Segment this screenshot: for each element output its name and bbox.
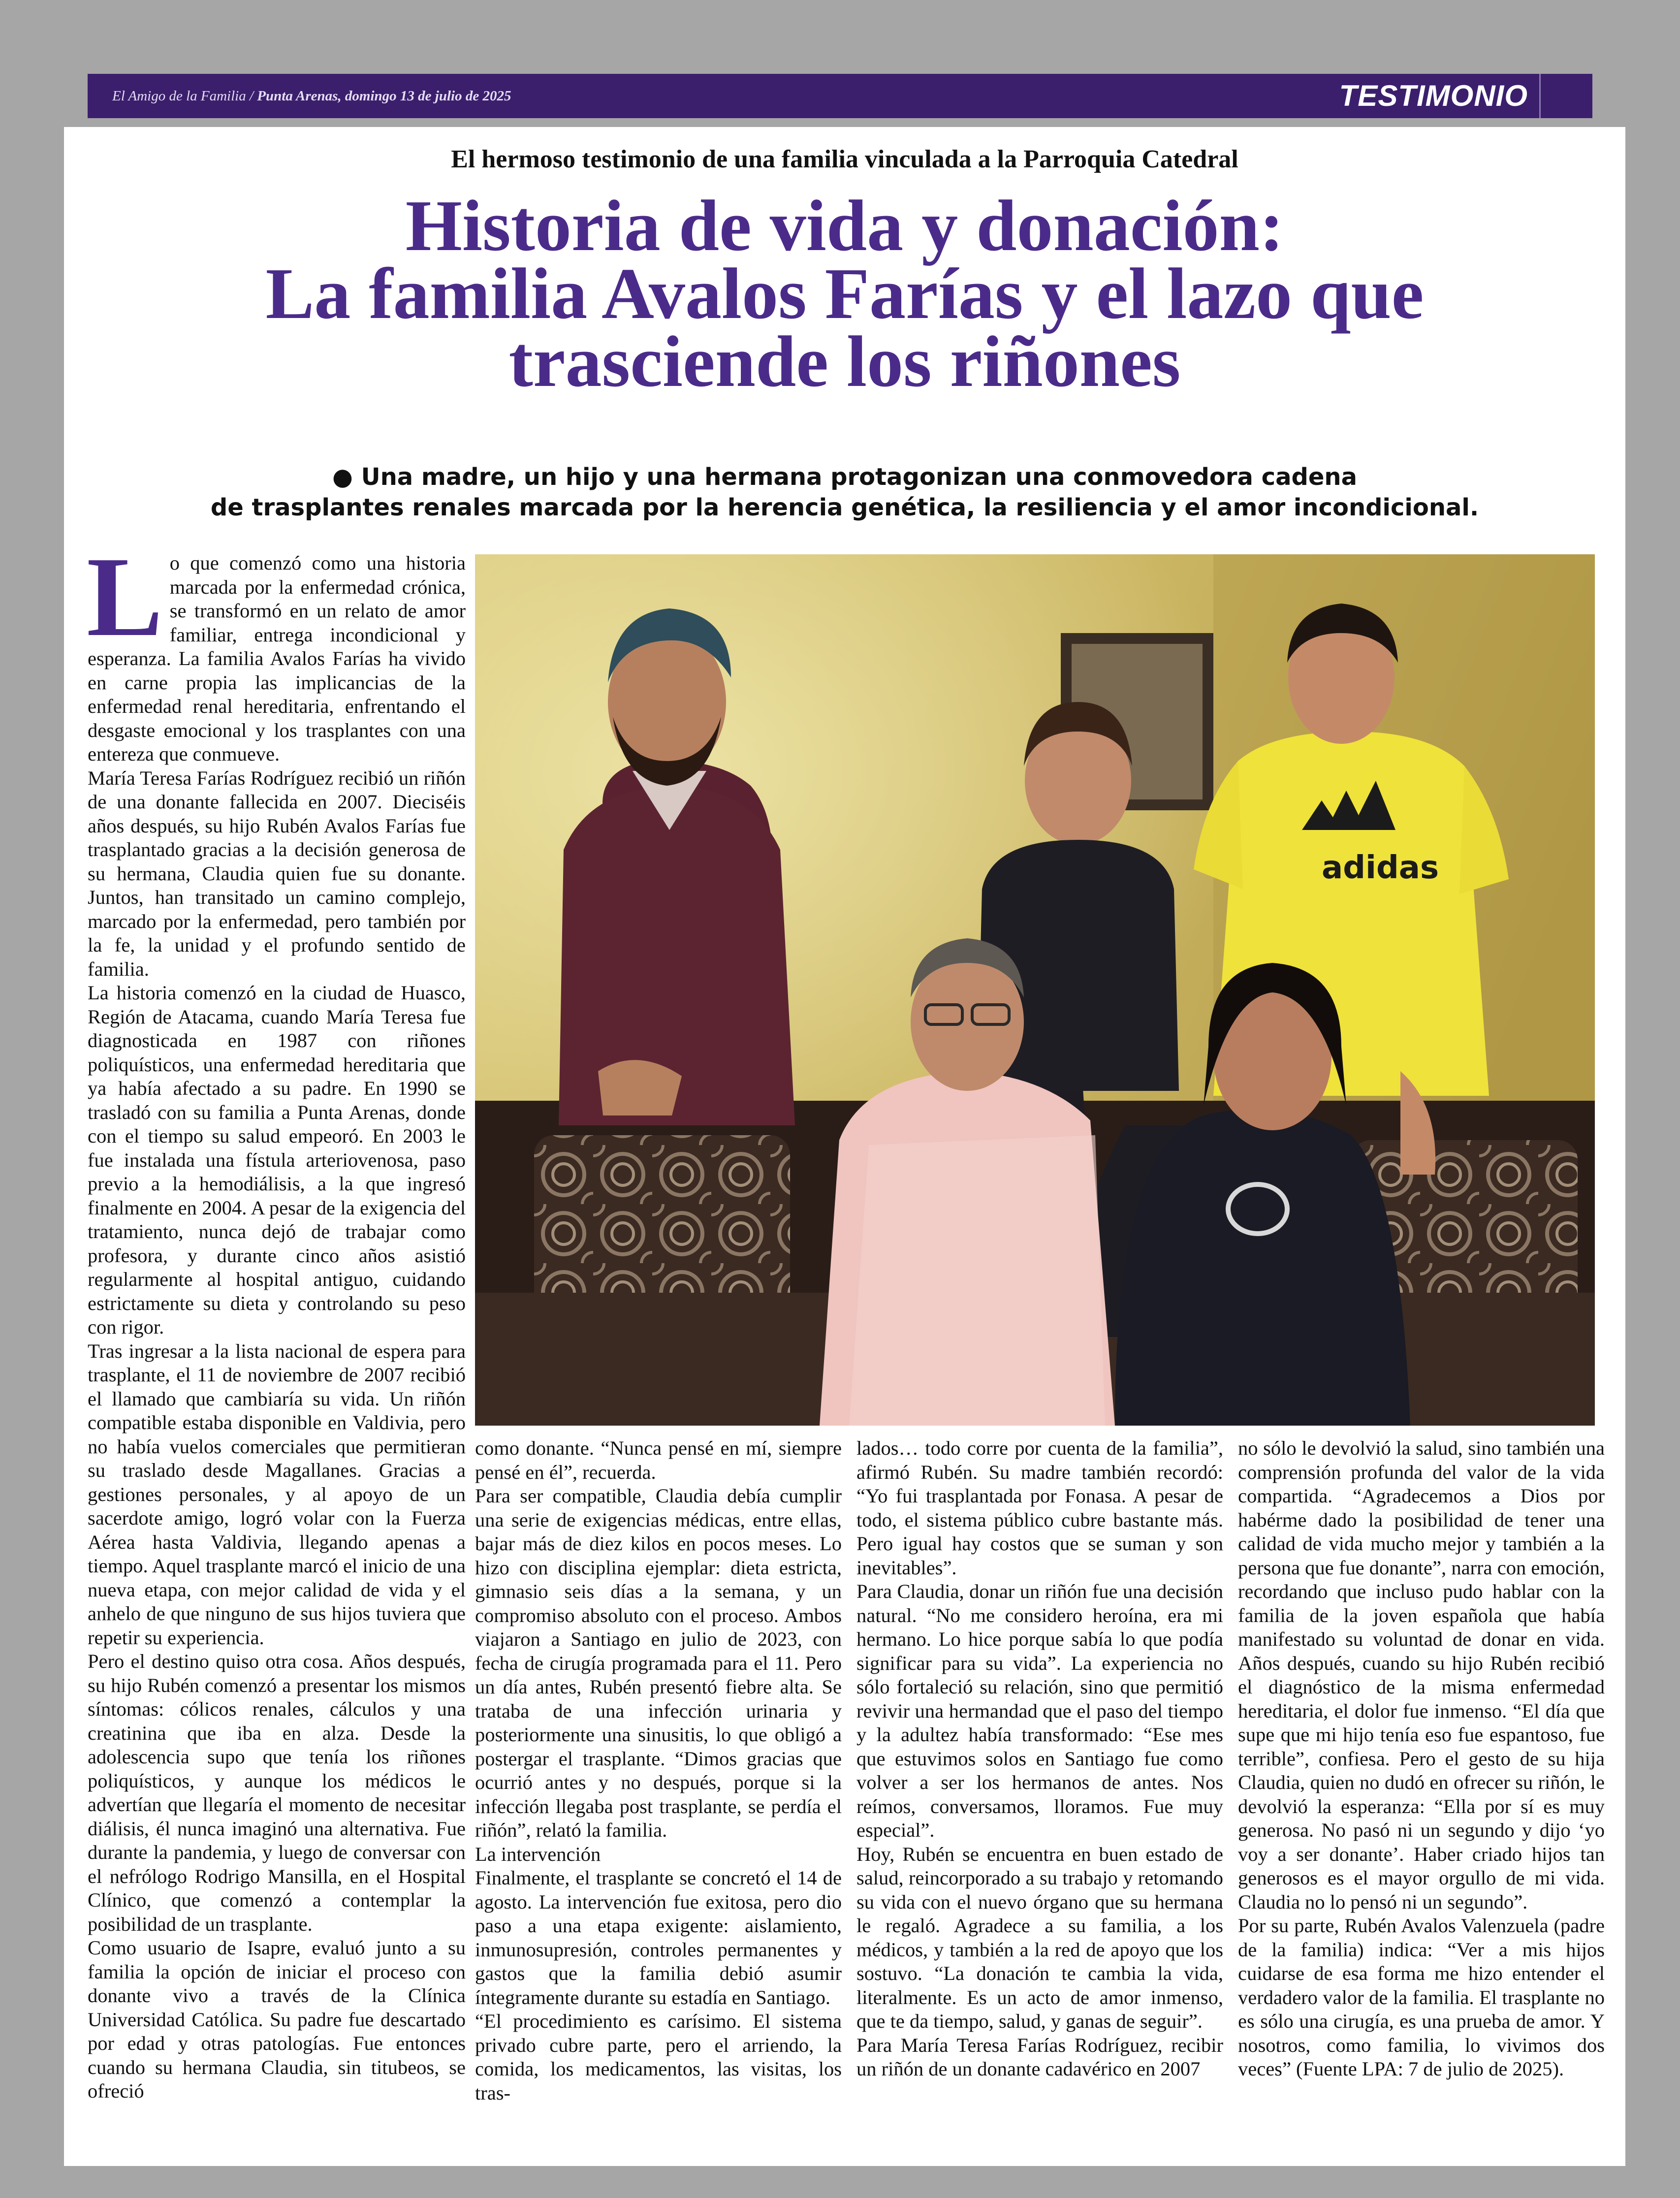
paragraph: Tras ingresar a la lista nacional de espera para trasplante, el 11 de noviembre de 2007 recibió el llamado que cambiaría su vida. Un riñón compatible estaba disponible en Valdivia, pero no había vuelos comerciales que permitieran su traslado desde Magallanes. Gracias a gestiones personales, y al apoyo de un sacerdote amigo, logró volar con la Fuerza Aérea hasta Valdivia, llegando apenas a tiempo. Aquel trasplante marcó el inicio de una nueva etapa, con mejor calidad de vida y el anhelo de que ninguno de sus hijos tuviera que repetir su experiencia.	[88, 1339, 466, 1649]
paragraph: Pero el destino quiso otra cosa. Años después, su hijo Rubén comenzó a presentar los mismos síntomas: cólicos renales, cálculos y una creatinina que iba en alza. Desde la adolescencia supo que tenía los riñones poliquísticos, y aunque los médicos le advertían que llegaría el momento de necesitar diálisis, él nunca imaginó una alternativa. Fue durante la pandemia, y luego de conversar con el nefrólogo Rodrigo Mansilla, en el Hospital Clínico, que comenzó a contemplar la posibilidad de un trasplante.	[88, 1650, 466, 1935]
header-divider	[1539, 74, 1541, 118]
headline-line-1: Historia de vida y donación:	[405, 186, 1284, 266]
paragraph: Por su parte, Rubén Avalos Valenzuela (padre de la familia) indica: “Ver a mis hijos cuidarse de esa forma me hizo entender el verdadero valor de la familia. El trasplante no es sólo una cirugía, es una prueba de amor. Y nosotros, como familia, lo vivimos dos veces” (Fuente LPA: 7 de julio de 2025).	[1238, 1914, 1605, 2080]
text-column-2	[475, 1436, 842, 2105]
deck	[64, 462, 1625, 523]
text-column-3	[856, 1436, 1223, 2081]
paragraph: Para María Teresa Farías Rodríguez, recibir un riñón de un donante cadavérico en 2007	[856, 2034, 1223, 2080]
headline-line-2: La familia Avalos Farías y el lazo que	[265, 254, 1424, 334]
paragraph: Finalmente, el trasplante se concretó el 14 de agosto. La intervención fue exitosa, pero dio paso a una etapa exigente: aislamiento, inmunosupresión, controles permanentes y gastos que la familia debió asumir íntegramente durante su estadía en Santiago.	[475, 1867, 842, 2008]
family-photo	[475, 554, 1595, 1426]
drop-cap: L	[87, 534, 163, 660]
paragraph	[87, 534, 466, 766]
text-column-4	[1238, 1436, 1605, 2081]
family-photo-illustration	[475, 554, 1595, 1426]
text-column-1	[87, 534, 466, 2103]
kicker: El hermoso testimonio de una familia vinculada a la Parroquia Catedral	[451, 145, 1238, 173]
paragraph: como donante. “Nunca pensé en mí, siempre pensé en él”, recuerda.	[475, 1437, 842, 1483]
paragraph: Para Claudia, donar un riñón fue una decisión natural. “No me considero heroína, era mi hermano. Lo hice porque sabía lo que podía significar para su vida”. La experiencia no sólo fortaleció su relación, sino que permitió revivir una hermandad que el paso del tiempo y la adultez había transformado: “Ese mes que estuvimos solos en Santiago fue como volver a ser los hermanos de antes. Nos reímos, conversamos, lloramos. Fue muy especial”.	[856, 1580, 1223, 1841]
headline-line-3: trasciende los riñones	[508, 321, 1181, 402]
paragraph: “El procedimiento es carísimo. El sistema privado cubre parte, pero el arriendo, la comida, los medicamentos, las visitas, los tras-	[475, 2010, 842, 2104]
photo-logo-text: adidas	[1322, 850, 1439, 886]
paragraph: Para ser compatible, Claudia debía cumplir una serie de exigencias médicas, entre ellas, bajar más de diez kilos en pocos meses. Lo hizo con disciplina ejemplar: dieta estricta, gimnasio seis días a la semana, y un compromiso absoluto con el proceso. Ambos viajaron a Santiago en julio de 2023, con fecha de cirugía programada para el 11. Pero un día antes, Rubén presentó fiebre alta. Se trataba de una infección urinaria y posteriormente una sinusitis, lo que obligó a postergar el trasplante. “Dimos gracias que ocurrió antes y no después, porque si la infección llegaba post trasplante, se perdía el riñón”, relató la familia.	[475, 1485, 842, 1841]
paragraph-text: o que comenzó como una historia marcada por la enfermedad crónica, se transformó en un relato de amor familiar, entrega incondicional y esperanza. La familia Avalos Farías ha vivido en carne propia las implicancias de la enfermedad renal hereditaria, enfrentando el desgaste emocional y los trasplantes con una entereza que conmueve.	[88, 552, 466, 765]
header-publication-line: El Amigo de la Familia / Punta Arenas, domingo 13 de julio de 2025	[112, 88, 511, 104]
section-label: TESTIMONIO	[1339, 79, 1528, 112]
paragraph: lados… todo corre por cuenta de la familia”, afirmó Rubén. Su madre también recordó: “Yo fui trasplantada por Fonasa. A pesar de todo, el sistema público cubre bastante más. Pero igual hay costos que se suman y son inevitables”.	[856, 1437, 1223, 1579]
headline	[64, 186, 1625, 402]
deck-line-1: ● Una madre, un hijo y una hermana protagonizan una conmovedora cadena	[332, 463, 1357, 491]
dateline: Punta Arenas, domingo 13 de julio de 2025	[257, 88, 511, 104]
subheading: La intervención	[475, 1843, 601, 1865]
paragraph: Como usuario de Isapre, evaluó junto a su familia la opción de iniciar el proceso con donante vivo a través de la Clínica Universidad Católica. Su padre fue descartado por edad y otras patologías. Fue entonces cuando su hermana Claudia, sin titubeos, se ofreció	[88, 1937, 466, 2102]
deck-line-2: de trasplantes renales marcada por la herencia genética, la resiliencia y el amor incondicional.	[210, 494, 1479, 521]
publication-name: El Amigo de la Familia	[112, 88, 246, 104]
paragraph: María Teresa Farías Rodríguez recibió un riñón de una donante fallecida en 2007. Dieciséis años después, su hijo Rubén Avalos Farías fue trasplantado gracias a la decisión generosa de su hermana, Claudia quien fue su donante. Juntos, han transitado un camino complejo, marcado por la enfermedad, pero también por la fe, la unidad y el profundo sentido de familia.	[88, 766, 466, 980]
paragraph: no sólo le devolvió la salud, sino también una comprensión profunda del valor de la vida compartida. “Agradecemos a Dios por habérme dado la posibilidad de tener una calidad de vida mucho mejor y también a la persona que fue donante”, narra con emoción, recordando que incluso pudo hablar con la familia de la joven española que había manifestado su voluntad de donar en vida. Años después, cuando su hijo Rubén recibió el diagnóstico de la misma enfermedad hereditaria, el dolor fue inmenso. “El día que supe que mi hijo tenía eso fue espantoso, fue terrible”, confiesa. Pero el gesto de su hija Claudia, quien no dudó en ofrecer su riñón, le devolvió la esperanza: “Ella por sí es muy generosa. No pasó ni un segundo y dijo ‘yo voy a ser donante’. Haber criado hijos tan generosos es el mayor orgullo de mi vida. Claudia no lo pensó ni un segundo”.	[1238, 1437, 1605, 1913]
paragraph: Hoy, Rubén se encuentra en buen estado de salud, reincorporado a su trabajo y retomando su vida con el nuevo órgano que su hermana le regaló. Agradece a su familia, a los médicos, y también a la red de apoyo que los sostuvo. “La donación te cambia la vida, literalmente. Es un acto de amor inmenso, que te da tiempo, salud, y ganas de seguir”.	[856, 1843, 1223, 2032]
header-bar	[88, 74, 1592, 118]
article-page	[64, 127, 1625, 2166]
paragraph: La historia comenzó en la ciudad de Huasco, Región de Atacama, cuando María Teresa fue diagnosticada en 1987 con riñones poliquísticos, una enfermedad hereditaria que ya había afectado a su padre. En 1990 se trasladó con su familia a Punta Arenas, donde con el tiempo su salud empeoró. En 2003 le fue instalada una fístula arteriovenosa, paso previo a la hemodiálisis, a la que ingresó finalmente en 2004. A pesar de la exigencia del tratamiento, nunca dejó de trabajar como profesora, y durante cinco años asistió regularmente al hospital antiguo, cuidando estrictamente su dieta y controlando su peso con rigor.	[88, 982, 466, 1338]
